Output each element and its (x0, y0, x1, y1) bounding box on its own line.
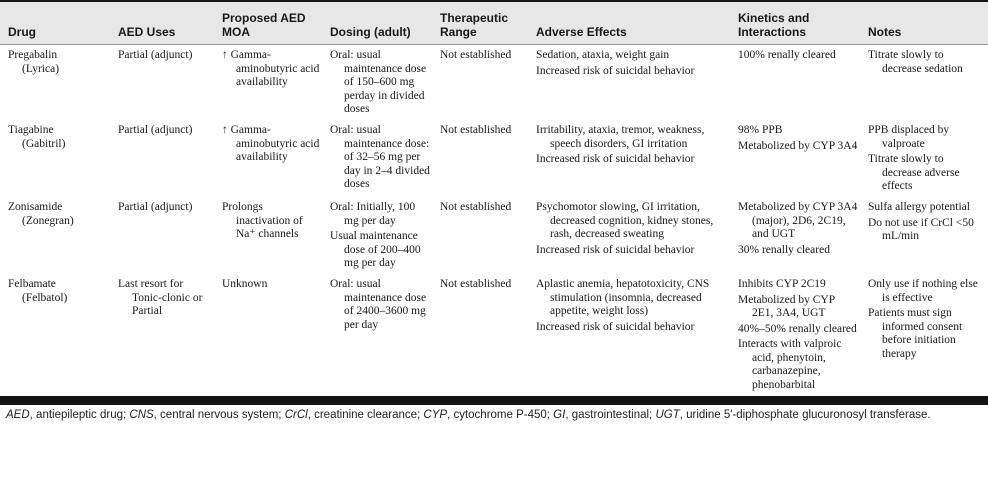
cell-paragraph: Oral: usual maintenance dose of 150–600 mg perday in divided doses (330, 49, 427, 116)
cell-tiagabine-notes (868, 120, 988, 197)
cell-paragraph: 30% renally cleared (738, 243, 830, 256)
cell-pregabalin-kinetics (738, 45, 868, 120)
abbreviation-definition: , gastrointestinal; (565, 408, 656, 421)
cell-zonisamide-kinetics (738, 197, 868, 274)
cell-tiagabine-moa (222, 120, 330, 197)
cell-felbamate-dosing (330, 274, 440, 396)
drug-row-tiagabine (0, 120, 988, 197)
cell-paragraph: Partial (adjunct) (118, 123, 193, 136)
cell-tiagabine-adverse (536, 120, 738, 197)
cell-tiagabine-dosing (330, 120, 440, 197)
column-header-dosing: Dosing (adult) (330, 1, 440, 45)
abbreviation-term: UGT (655, 408, 680, 421)
drug-row-felbamate (0, 274, 988, 396)
cell-felbamate-uses (118, 274, 222, 396)
column-header-kinetics: Kinetics and Interactions (738, 1, 868, 45)
drug-row-zonisamide (0, 197, 988, 274)
cell-paragraph: Partial (adjunct) (118, 200, 193, 213)
cell-paragraph: ↑ Gamma-aminobutyric acid availability (222, 123, 320, 164)
cell-paragraph: 98% PPB (738, 123, 783, 136)
cell-paragraph: Metabolized by CYP 3A4 (major), 2D6, 2C19, and UGT (738, 200, 858, 241)
cell-felbamate-moa (222, 274, 330, 396)
abbreviation-definition: , uridine 5′-diphosphate glucuronosyl transferase. (679, 408, 931, 421)
cell-pregabalin-range (440, 45, 536, 120)
cell-paragraph: Zonisamide (Zonegran) (8, 200, 74, 227)
cell-paragraph: Titrate slowly to decrease adverse effects (868, 153, 960, 193)
cell-paragraph: Only use if nothing else is effective (868, 277, 978, 304)
cell-paragraph: Patients must sign informed consent before initiation therapy (868, 307, 963, 360)
cell-paragraph: Partial (adjunct) (118, 49, 193, 61)
cell-paragraph: Not established (440, 277, 512, 290)
cell-pregabalin-uses (118, 45, 222, 120)
cell-paragraph: PPB displaced by valproate (868, 123, 950, 150)
abbreviation-definition: , antiepileptic drug; (29, 408, 130, 421)
cell-paragraph: Unknown (222, 277, 268, 290)
cell-paragraph: Oral: usual maintenance dose of 2400–3600 mg per day (330, 277, 427, 331)
abbreviation-term: GI (553, 408, 566, 421)
column-header-range: Therapeutic Range (440, 1, 536, 45)
abbreviation-definition: , central nervous system; (153, 408, 285, 421)
cell-paragraph: Increased risk of suicidal behavior (536, 64, 695, 77)
cell-paragraph: Do not use if CrCl <50 mL/min (868, 216, 974, 243)
cell-paragraph: ↑ Gamma-aminobutyric acid availability (222, 49, 320, 89)
cell-pregabalin-moa (222, 45, 330, 120)
cell-paragraph: Pregabalin (Lyrica) (8, 49, 60, 75)
cell-paragraph: Sulfa allergy potential (868, 200, 970, 213)
table-header-row (0, 1, 988, 45)
cell-paragraph: Felbamate (Felbatol) (8, 277, 68, 304)
cell-zonisamide-adverse (536, 197, 738, 274)
abbreviation-term: CNS (129, 408, 154, 421)
cell-paragraph: Last resort for Tonic-clonic or Partial (118, 277, 203, 318)
cell-paragraph: Sedation, ataxia, weight gain (536, 49, 670, 61)
column-header-drug: Drug (0, 1, 118, 45)
abbreviation-definition: , creatinine clearance; (307, 408, 424, 421)
cell-paragraph: Not established (440, 49, 512, 61)
cell-tiagabine-kinetics (738, 120, 868, 197)
cell-felbamate-drug (0, 274, 118, 396)
abbreviation-definition: , cytochrome P-450; (447, 408, 554, 421)
cell-paragraph: 40%–50% renally cleared (738, 322, 857, 335)
cell-paragraph: 100% renally cleared (738, 49, 836, 61)
cell-paragraph: Not established (440, 200, 512, 213)
abbreviation-term: CrCl (284, 408, 308, 421)
cell-zonisamide-dosing (330, 197, 440, 274)
cell-felbamate-range (440, 274, 536, 396)
cell-pregabalin-notes (868, 45, 988, 120)
cell-tiagabine-drug (0, 120, 118, 197)
cell-pregabalin-dosing (330, 45, 440, 120)
cell-paragraph: Oral: usual maintenance dose: of 32–56 mg per day in 2–4 divided doses (330, 123, 430, 191)
table-body (0, 45, 988, 396)
cell-felbamate-kinetics (738, 274, 868, 396)
cell-paragraph: Metabolized by CYP 3A4 (738, 139, 858, 152)
cell-zonisamide-moa (222, 197, 330, 274)
cell-paragraph: Psychomotor slowing, GI irritation, decreased cognition, kidney stones, rash, decreased sweating (536, 200, 714, 241)
table-header (0, 1, 988, 45)
cell-felbamate-notes (868, 274, 988, 396)
cell-paragraph: Interacts with valproic acid, phenytoin, carbanazepine, phenobarbital (738, 338, 842, 392)
cell-paragraph: Aplastic anemia, hepatotoxicity, CNS stimulation (insomnia, decreased appetite, weight loss) (536, 277, 710, 318)
cell-paragraph: Irritability, ataxia, tremor, weakness, speech disorders, GI irritation (536, 123, 705, 150)
cell-paragraph: Prolongs inactivation of Na⁺ channels (222, 200, 303, 241)
cell-paragraph: Increased risk of suicidal behavior (536, 153, 695, 166)
cell-felbamate-adverse (536, 274, 738, 396)
cell-paragraph: Increased risk of suicidal behavior (536, 320, 695, 333)
cell-tiagabine-range (440, 120, 536, 197)
cell-paragraph: Increased risk of suicidal behavior (536, 243, 695, 256)
abbreviation-term: AED (6, 408, 30, 421)
cell-pregabalin-drug (0, 45, 118, 120)
column-header-adverse: Adverse Effects (536, 1, 738, 45)
cell-zonisamide-drug (0, 197, 118, 274)
cell-zonisamide-range (440, 197, 536, 274)
table-bottom-rule (0, 396, 988, 405)
cell-paragraph: Oral: Initially, 100 mg per day (330, 200, 416, 227)
cell-paragraph: Titrate slowly to decrease sedation (868, 49, 963, 75)
cell-paragraph: Not established (440, 123, 512, 136)
abbreviations-footnote (0, 405, 988, 424)
drug-row-pregabalin (0, 45, 988, 120)
cell-pregabalin-adverse (536, 45, 738, 120)
cell-zonisamide-notes (868, 197, 988, 274)
abbreviation-term: CYP (423, 408, 448, 421)
cell-paragraph: Tiagabine (Gabitril) (8, 123, 66, 150)
column-header-moa: Proposed AED MOA (222, 1, 330, 45)
column-header-notes: Notes (868, 1, 988, 45)
cell-zonisamide-uses (118, 197, 222, 274)
cell-paragraph: Inhibits CYP 2C19 (738, 277, 826, 290)
cell-paragraph: Metabolized by CYP 2E1, 3A4, UGT (738, 293, 835, 320)
column-header-uses: AED Uses (118, 1, 222, 45)
cell-paragraph: Usual maintenance dose of 200–400 mg per day (330, 230, 421, 270)
cell-tiagabine-uses (118, 120, 222, 197)
